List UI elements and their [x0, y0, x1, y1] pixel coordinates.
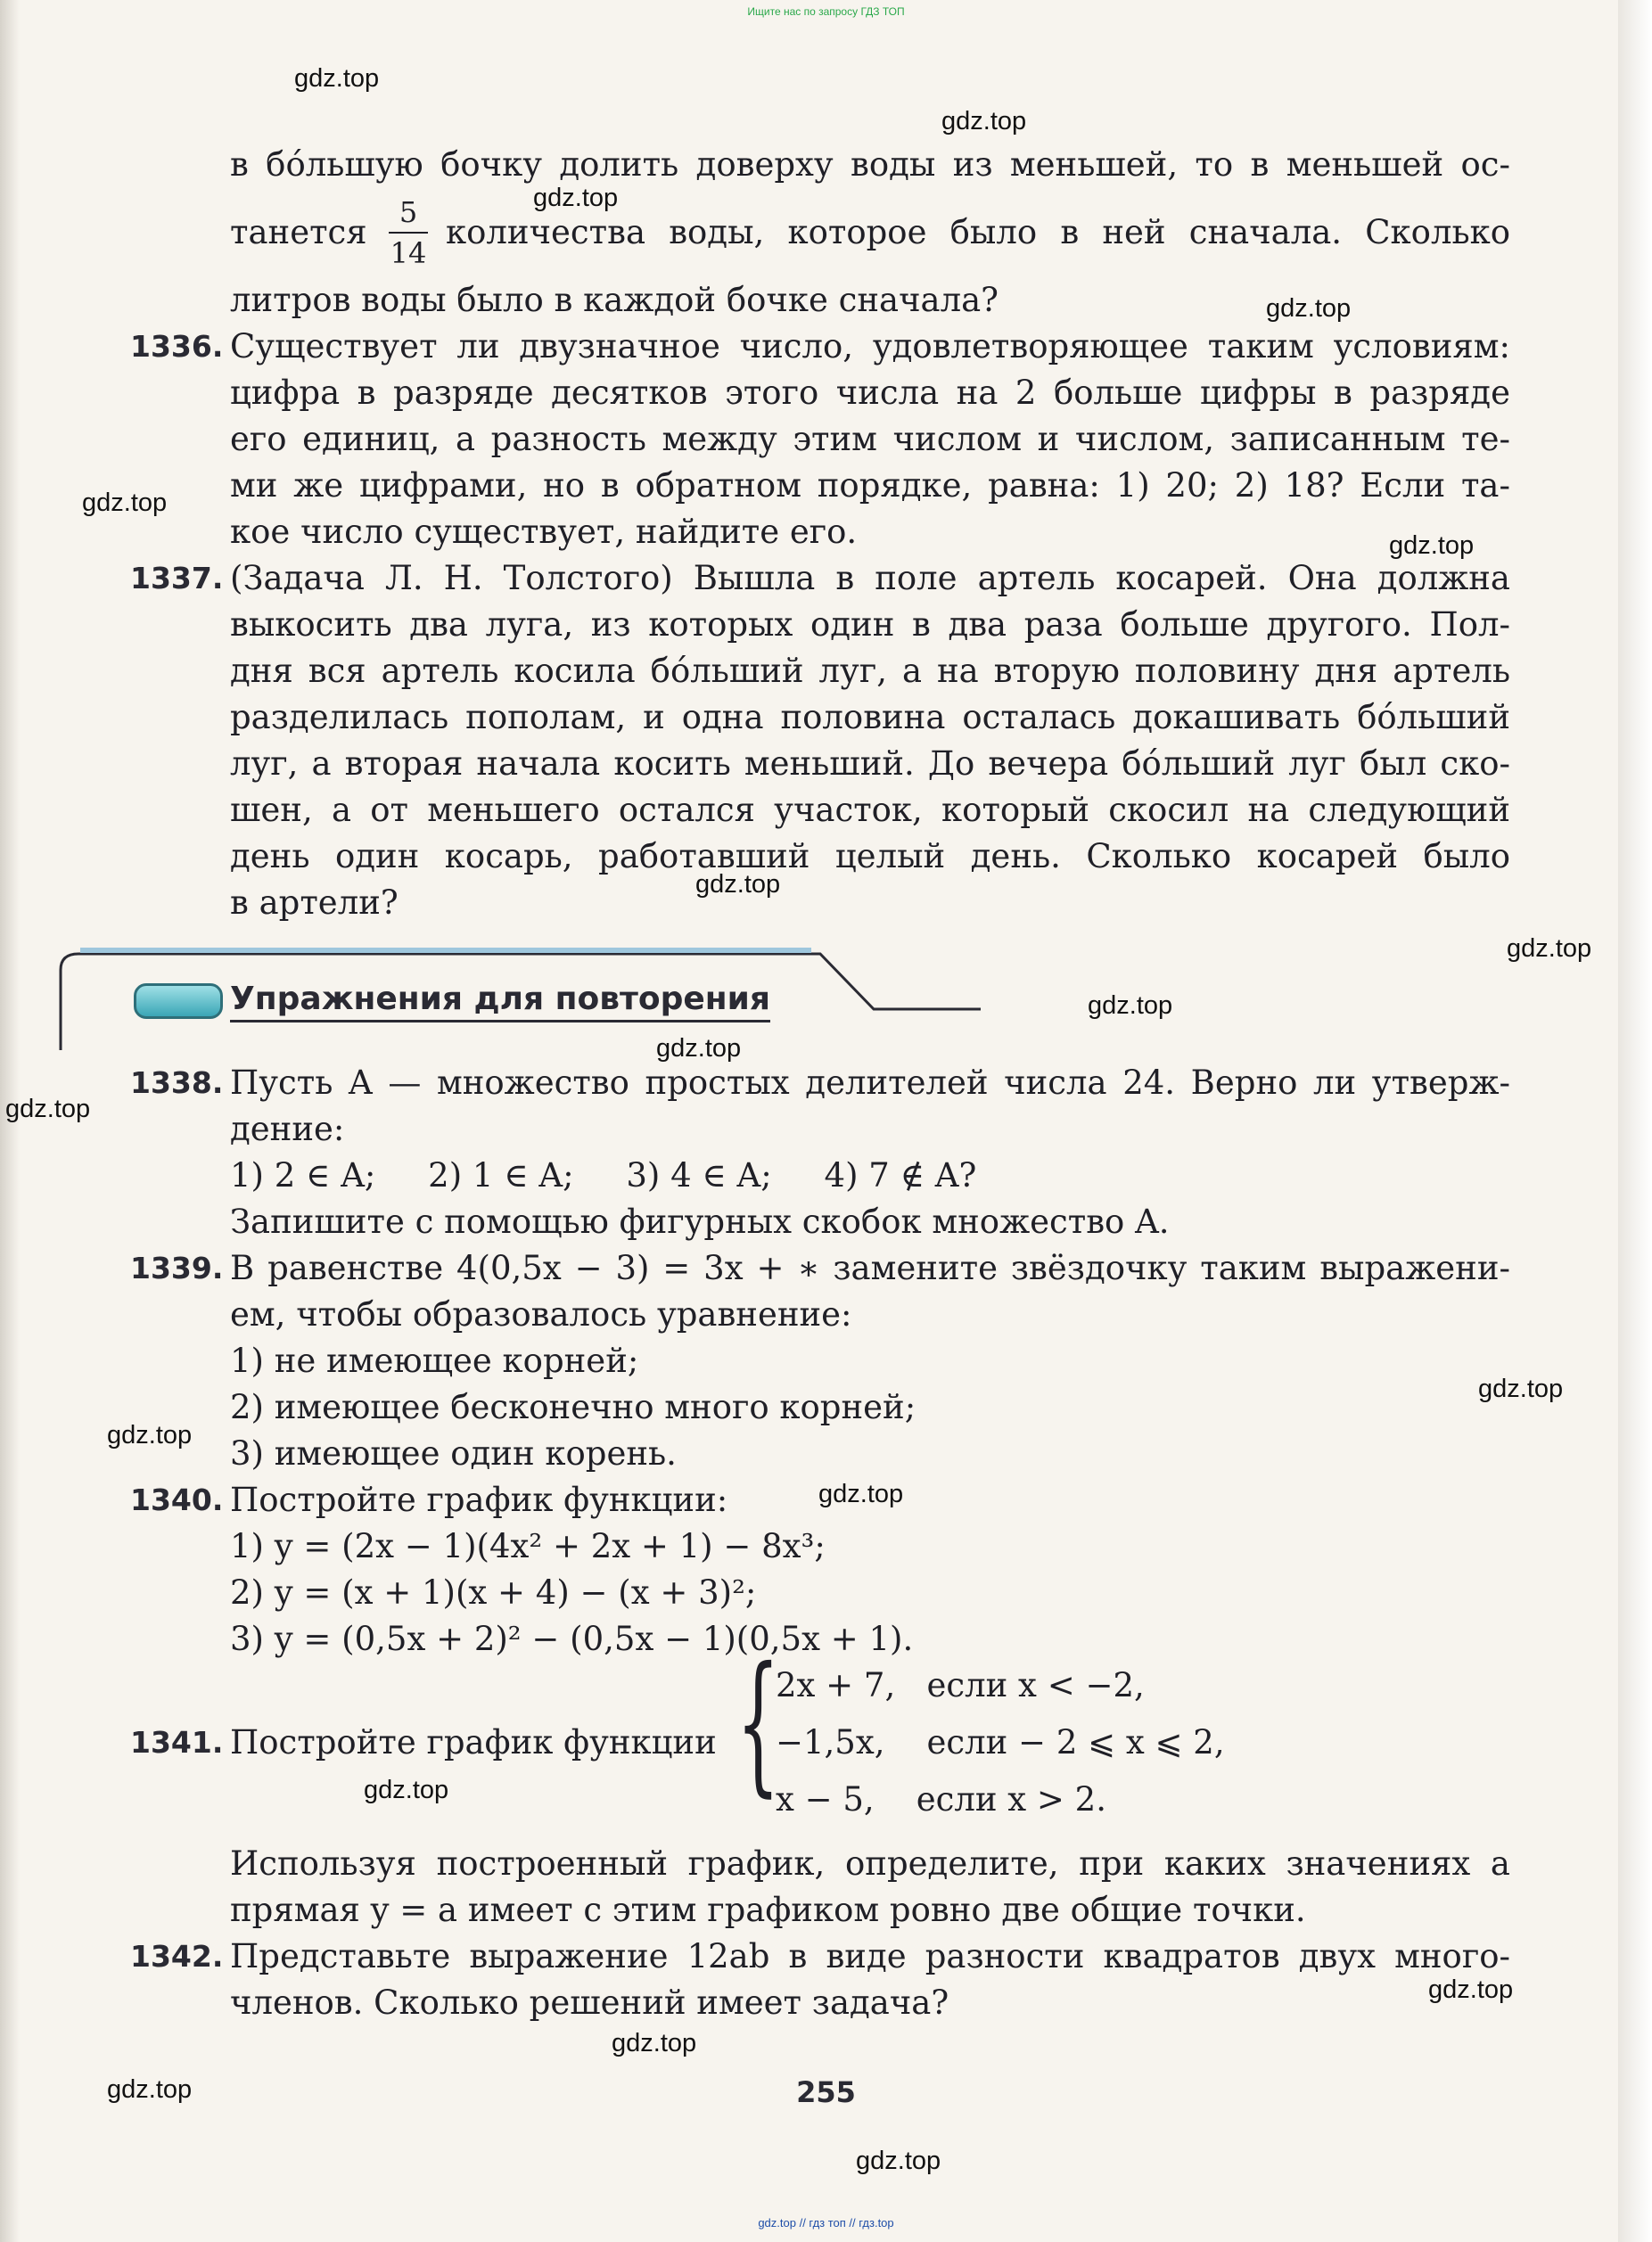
watermark: gdz.top — [533, 184, 619, 212]
text-line: дня вся артель косила бóльший луг, а на вторую половину дня артель — [230, 652, 1510, 690]
problem-number: 1336. — [130, 329, 224, 364]
watermark: gdz.top — [107, 1421, 193, 1449]
watermark: gdz.top — [1507, 934, 1592, 963]
problem-number: 1337. — [130, 561, 224, 595]
problem-number: 1338. — [130, 1065, 224, 1100]
watermark: gdz.top — [107, 2075, 193, 2104]
fraction — [389, 194, 428, 271]
text-line: Существует ли двузначное число, удовлетворяющее таким условиям: — [230, 327, 1510, 365]
top-banner: Ищите нас по запросу ГДЗ ТОП — [747, 5, 905, 18]
text-line: цифра в разряде десятков этого числа на 2 больше цифры в разряде — [230, 374, 1510, 412]
text-line: Постройте график функции: — [230, 1481, 728, 1519]
piecewise-case: x − 5, если x > 2. — [776, 1780, 1106, 1819]
watermark: gdz.top — [1478, 1375, 1564, 1403]
watermark: gdz.top — [818, 1480, 904, 1508]
text-line: 1) 2 ∈ A; 2) 1 ∈ A; 3) 4 ∈ A; 4) 7 ∉ A? — [230, 1156, 977, 1195]
fraction-denominator: 14 — [390, 236, 427, 270]
text-line: ем, чтобы образовалось уравнение: — [230, 1295, 852, 1334]
text-line: членов. Сколько решений имеет задача? — [230, 1983, 949, 2022]
text-line: дение: — [230, 1110, 345, 1148]
text-line: 3) имеющее один корень. — [230, 1434, 677, 1473]
text-line: ми же цифрами, но в обратном порядке, равна: 1) 20; 2) 18? Если та- — [230, 466, 1510, 505]
watermark: gdz.top — [695, 870, 781, 899]
page-right-edge — [1618, 0, 1652, 2242]
text-line: Используя построенный график, определите, при каких значениях a — [230, 1844, 1510, 1883]
text-line: выкосить два луга, из которых один в два раза больше другого. Пол- — [230, 605, 1510, 644]
watermark: gdz.top — [5, 1095, 91, 1123]
text-line: в артели? — [230, 883, 399, 922]
text-line: прямая y = a имеет с этим графиком ровно две общие точки. — [230, 1891, 1306, 1929]
text-line: 1) y = (2x − 1)(4x² + 2x + 1) − 8x³; — [230, 1527, 826, 1565]
watermark: gdz.top — [1428, 1975, 1514, 2004]
text-line: (Задача Л. Н. Толстого) Вышла в поле артель косарей. Она должна — [230, 559, 1510, 597]
text-line: 2) имеющее бесконечно много корней; — [230, 1388, 916, 1426]
watermark: gdz.top — [856, 2147, 941, 2175]
problem-number: 1341. — [130, 1725, 224, 1760]
text-line: количества воды, которое было в ней сначала. Сколько — [446, 213, 1510, 251]
text-line: луг, а вторая начала косить меньший. До вечера бóльший луг был ско- — [230, 744, 1510, 783]
section-icon — [134, 983, 223, 1019]
watermark: gdz.top — [941, 107, 1027, 136]
text-line: Постройте график функции — [230, 1723, 717, 1762]
text-line: Представьте выражение 12ab в виде разности квадратов двух много- — [230, 1937, 1510, 1975]
text-line: Запишите с помощью фигурных скобок множество A. — [230, 1203, 1170, 1241]
text-line: шен, а от меньшего остался участок, который скосил на следующий — [230, 791, 1510, 829]
text-line: кое число существует, найдите его. — [230, 513, 858, 551]
text-line: литров воды было в каждой бочке сначала? — [230, 281, 999, 319]
text-line: его единиц, а разность между этим числом и числом, записанным те- — [230, 420, 1510, 458]
text-line: 2) y = (x + 1)(x + 4) − (x + 3)²; — [230, 1573, 757, 1612]
text-line: день один косарь, работавший целый день. Сколько косарей было — [230, 837, 1510, 875]
watermark: gdz.top — [364, 1776, 449, 1804]
text-line: танется — [230, 213, 367, 251]
watermark: gdz.top — [656, 1034, 742, 1063]
watermark: gdz.top — [1389, 531, 1475, 560]
bottom-banner: gdz.top // гдз топ // гдз.top — [758, 2216, 894, 2230]
watermark: gdz.top — [612, 2029, 697, 2057]
watermark: gdz.top — [1088, 991, 1173, 1020]
text-line: 3) y = (0,5x + 2)² − (0,5x − 1)(0,5x + 1). — [230, 1620, 914, 1658]
text-line: в бóльшую бочку долить доверху воды из меньшей, то в меньшей ос- — [230, 145, 1510, 184]
problem-number: 1342. — [130, 1939, 224, 1974]
text-line: Пусть A — множество простых делителей числа 24. Верно ли утверж- — [230, 1064, 1510, 1102]
page-number: 255 — [796, 2075, 856, 2109]
text-line: 1) не имеющее корней; — [230, 1342, 639, 1380]
brace-icon: { — [736, 1635, 780, 1811]
fraction-numerator: 5 — [399, 195, 418, 229]
section-title: Упражнения для повторения — [230, 981, 771, 1017]
watermark: gdz.top — [82, 489, 168, 517]
piecewise-case: −1,5x, если − 2 ⩽ x ⩽ 2, — [776, 1723, 1225, 1762]
problem-number: 1340. — [130, 1482, 224, 1517]
problem-number: 1339. — [130, 1251, 224, 1285]
text-line: В равенстве 4(0,5x − 3) = 3x + ∗ замените звёздочку таким выражени- — [230, 1249, 1510, 1287]
piecewise-case: 2x + 7, если x < −2, — [776, 1666, 1145, 1704]
text-line: разделилась пополам, и одна половина осталась докашивать бóльший — [230, 698, 1510, 736]
watermark: gdz.top — [1266, 294, 1352, 323]
watermark: gdz.top — [294, 64, 380, 93]
